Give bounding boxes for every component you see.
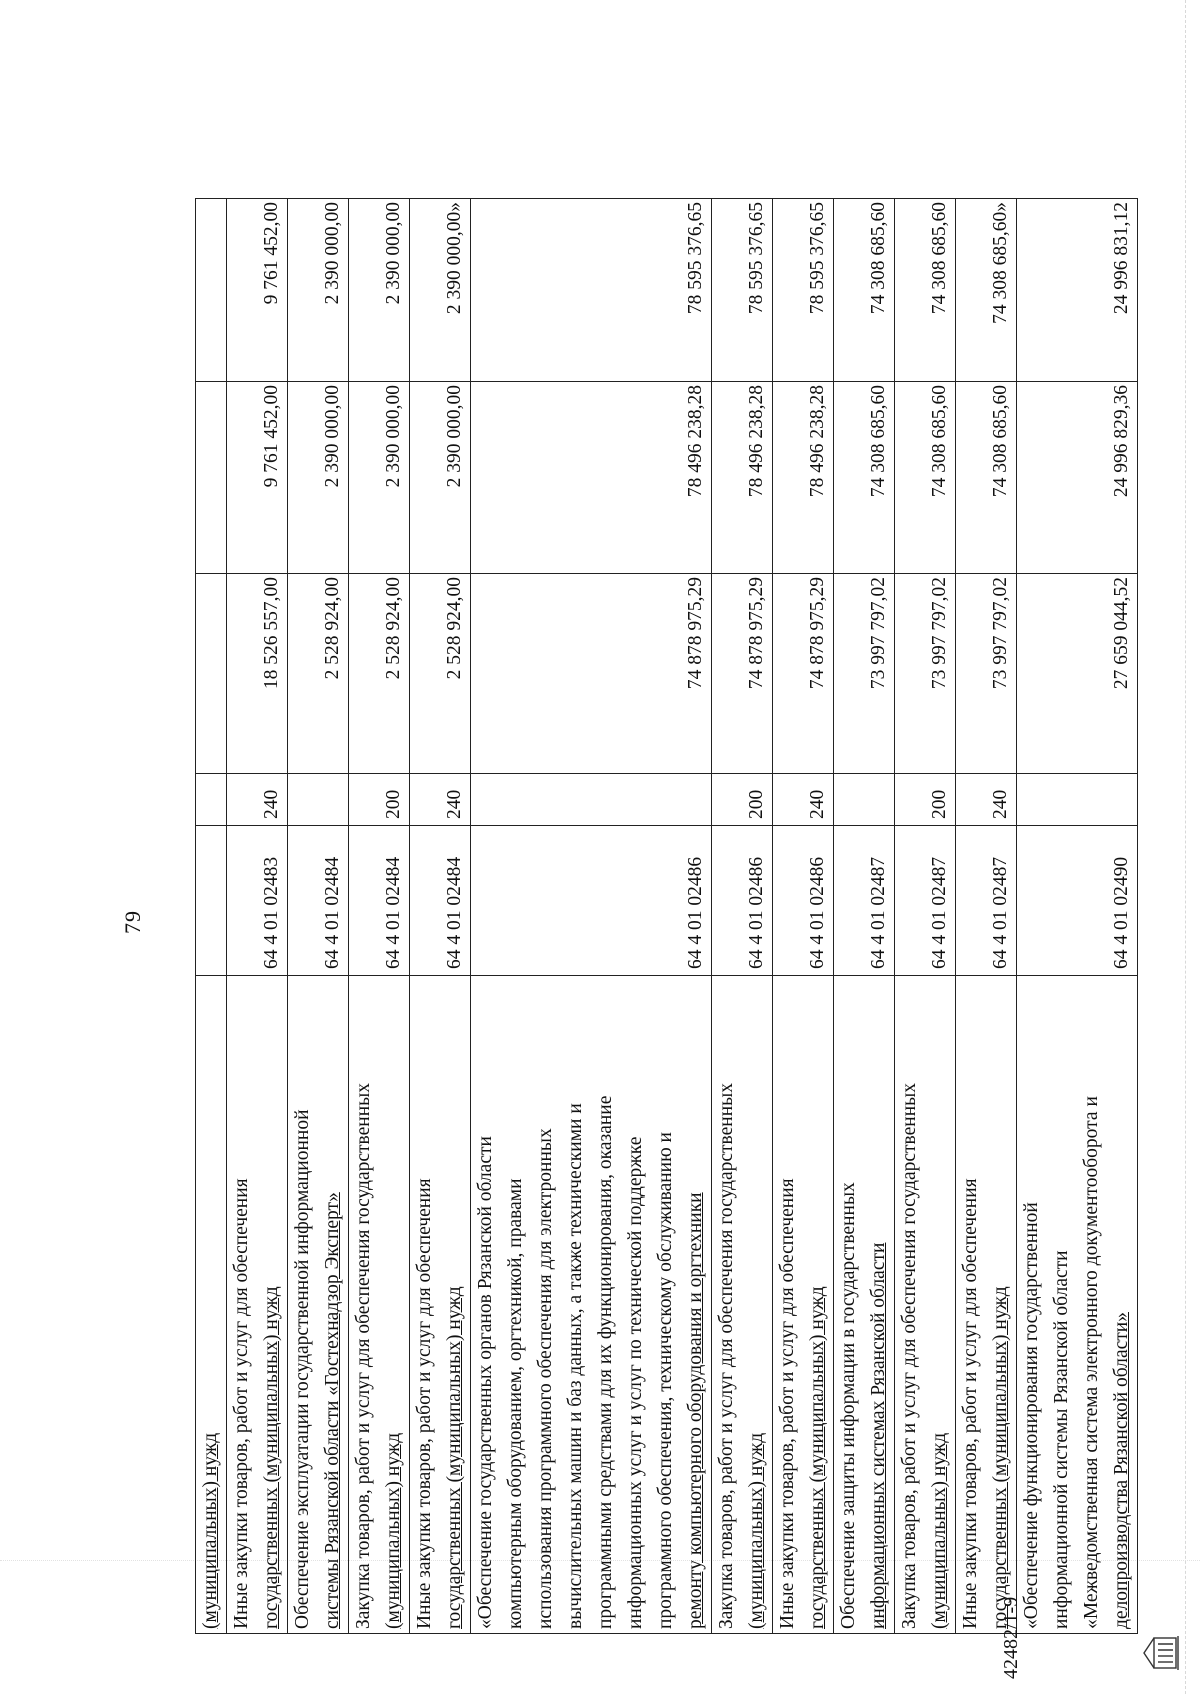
amount-year-3: 78 595 376,65 bbox=[471, 199, 712, 382]
description-line: (муниципальных) нужд bbox=[746, 1432, 767, 1629]
amount-year-3: 78 595 376,65 bbox=[712, 199, 773, 382]
description-line: государственных (муниципальных) нужд bbox=[261, 1286, 282, 1629]
target-article-code: 64 4 01 02486 bbox=[471, 826, 712, 976]
amount-year-1: 2 528 924,00 bbox=[349, 574, 410, 774]
description-line: программного обеспечения, техническому обслуживанию и bbox=[655, 1132, 676, 1629]
target-article-code: 64 4 01 02490 bbox=[1017, 826, 1138, 976]
target-article-code: 64 4 01 02483 bbox=[227, 826, 288, 976]
budget-table bbox=[195, 198, 1138, 1634]
table-row bbox=[196, 199, 227, 1634]
table-row bbox=[712, 199, 773, 1634]
description-line: Закупка товаров, работ и услуг для обеспечения государственных bbox=[353, 1082, 374, 1629]
expense-type-code bbox=[288, 774, 349, 826]
amount-year-1: 18 526 557,00 bbox=[227, 574, 288, 774]
amount-year-2: 74 308 685,60 bbox=[956, 382, 1017, 574]
description-line: государственных (муниципальных) нужд bbox=[444, 1286, 465, 1629]
table-row bbox=[1017, 199, 1138, 1634]
target-article-code: 64 4 01 02484 bbox=[410, 826, 471, 976]
amount-year-1: 74 878 975,29 bbox=[712, 574, 773, 774]
table-row bbox=[834, 199, 895, 1634]
description-line: государственных (муниципальных) нужд bbox=[990, 1286, 1011, 1629]
row-description bbox=[288, 976, 349, 1634]
description-line: вычислительных машин и баз данных, а также техническими и bbox=[565, 1103, 586, 1629]
expense-type-code: 240 bbox=[773, 774, 834, 826]
description-line: Иные закупки товаров, работ и услуг для обеспечения bbox=[414, 1178, 435, 1629]
amount-year-1: 74 878 975,29 bbox=[471, 574, 712, 774]
description-line: государственных (муниципальных) нужд bbox=[807, 1286, 828, 1629]
description-line: Иные закупки товаров, работ и услуг для обеспечения bbox=[777, 1178, 798, 1629]
amount-year-1: 2 528 924,00 bbox=[288, 574, 349, 774]
target-article-code: 64 4 01 02484 bbox=[288, 826, 349, 976]
amount-year-2: 24 996 829,36 bbox=[1017, 382, 1138, 574]
page-number: 79 bbox=[120, 910, 145, 934]
description-line: «Обеспечение функционирования государственной bbox=[1021, 1202, 1042, 1629]
row-description bbox=[349, 976, 410, 1634]
table-row bbox=[410, 199, 471, 1634]
description-line: «Обеспечение государственных органов Рязанской области bbox=[475, 1136, 496, 1629]
amount-year-1: 73 997 797,02 bbox=[895, 574, 956, 774]
amount-year-1: 73 997 797,02 bbox=[834, 574, 895, 774]
amount-year-2: 2 390 000,00 bbox=[349, 382, 410, 574]
row-description bbox=[196, 976, 227, 1634]
amount-year-3 bbox=[196, 199, 227, 382]
row-description bbox=[773, 976, 834, 1634]
amount-year-2: 9 761 452,00 bbox=[227, 382, 288, 574]
amount-year-1: 27 659 044,52 bbox=[1017, 574, 1138, 774]
expense-type-code: 240 bbox=[410, 774, 471, 826]
row-description bbox=[410, 976, 471, 1634]
row-description bbox=[471, 976, 712, 1634]
amount-year-3: 74 308 685,60 bbox=[895, 199, 956, 382]
description-line: Иные закупки товаров, работ и услуг для обеспечения bbox=[960, 1178, 981, 1629]
row-description bbox=[834, 976, 895, 1634]
description-line: «Межведомственная система электронного документооборота и bbox=[1081, 1096, 1102, 1629]
amount-year-1: 2 528 924,00 bbox=[410, 574, 471, 774]
document-code: 42482/1-9 bbox=[1000, 1596, 1022, 1679]
target-article-code: 64 4 01 02487 bbox=[895, 826, 956, 976]
description-line: Обеспечение эксплуатации государственной информационной bbox=[292, 1109, 313, 1629]
amount-year-2: 74 308 685,60 bbox=[834, 382, 895, 574]
row-description bbox=[956, 976, 1017, 1634]
amount-year-3: 74 308 685,60 bbox=[834, 199, 895, 382]
amount-year-1: 74 878 975,29 bbox=[773, 574, 834, 774]
description-line: компьютерным оборудованием, оргтехникой, правами bbox=[505, 1178, 526, 1629]
target-article-code: 64 4 01 02486 bbox=[712, 826, 773, 976]
description-line: программными средствами для их функционирования, оказание bbox=[595, 1095, 616, 1629]
expense-type-code: 240 bbox=[227, 774, 288, 826]
expense-type-code bbox=[196, 774, 227, 826]
table-row bbox=[773, 199, 834, 1634]
description-line: информационных услуг и услуг по технической поддержке bbox=[625, 1136, 646, 1629]
target-article-code: 64 4 01 02486 bbox=[773, 826, 834, 976]
amount-year-3: 2 390 000,00 bbox=[288, 199, 349, 382]
target-article-code bbox=[196, 826, 227, 976]
description-line: Закупка товаров, работ и услуг для обеспечения государственных bbox=[716, 1082, 737, 1629]
table-row bbox=[227, 199, 288, 1634]
amount-year-2: 2 390 000,00 bbox=[288, 382, 349, 574]
description-line: информационной системы Рязанской области bbox=[1051, 1250, 1072, 1629]
row-description bbox=[895, 976, 956, 1634]
table-row bbox=[349, 199, 410, 1634]
row-description bbox=[227, 976, 288, 1634]
amount-year-1 bbox=[196, 574, 227, 774]
table-row bbox=[895, 199, 956, 1634]
amount-year-2: 2 390 000,00 bbox=[410, 382, 471, 574]
target-article-code: 64 4 01 02484 bbox=[349, 826, 410, 976]
description-line: (муниципальных) нужд bbox=[200, 1432, 221, 1629]
table-row bbox=[956, 199, 1017, 1634]
expense-type-code: 200 bbox=[712, 774, 773, 826]
amount-year-3: 74 308 685,60» bbox=[956, 199, 1017, 382]
amount-year-3: 24 996 831,12 bbox=[1017, 199, 1138, 382]
description-line: Иные закупки товаров, работ и услуг для обеспечения bbox=[231, 1178, 252, 1629]
description-line: ремонту компьютерного оборудования и оргтехники bbox=[685, 1192, 706, 1629]
target-article-code: 64 4 01 02487 bbox=[956, 826, 1017, 976]
description-line: Закупка товаров, работ и услуг для обеспечения государственных bbox=[899, 1082, 920, 1629]
rotated-page bbox=[0, 154, 1200, 1694]
amount-year-2: 78 496 238,28 bbox=[773, 382, 834, 574]
description-line: (муниципальных) нужд bbox=[929, 1432, 950, 1629]
amount-year-2: 78 496 238,28 bbox=[712, 382, 773, 574]
description-line: системы Рязанской области «Гостехнадзор Эксперт» bbox=[322, 1192, 343, 1629]
row-description bbox=[1017, 976, 1138, 1634]
expense-type-code: 200 bbox=[349, 774, 410, 826]
description-line: информационных системах Рязанской области bbox=[868, 1242, 889, 1629]
description-line: Обеспечение защиты информации в государственных bbox=[838, 1182, 859, 1629]
amount-year-2 bbox=[196, 382, 227, 574]
table-row bbox=[288, 199, 349, 1634]
amount-year-3: 2 390 000,00» bbox=[410, 199, 471, 382]
amount-year-2: 74 308 685,60 bbox=[895, 382, 956, 574]
seal-icon bbox=[1140, 1632, 1182, 1674]
description-line: (муниципальных) нужд bbox=[383, 1432, 404, 1629]
amount-year-2: 78 496 238,28 bbox=[471, 382, 712, 574]
target-article-code: 64 4 01 02487 bbox=[834, 826, 895, 976]
amount-year-3: 78 595 376,65 bbox=[773, 199, 834, 382]
description-line: делопроизводства Рязанской области» bbox=[1111, 1312, 1132, 1629]
expense-type-code bbox=[834, 774, 895, 826]
description-line: использования программного обеспечения для электронных bbox=[535, 1128, 556, 1629]
expense-type-code: 240 bbox=[956, 774, 1017, 826]
amount-year-3: 2 390 000,00 bbox=[349, 199, 410, 382]
expense-type-code: 200 bbox=[895, 774, 956, 826]
expense-type-code bbox=[471, 774, 712, 826]
amount-year-1: 73 997 797,02 bbox=[956, 574, 1017, 774]
amount-year-3: 9 761 452,00 bbox=[227, 199, 288, 382]
row-description bbox=[712, 976, 773, 1634]
expense-type-code bbox=[1017, 774, 1138, 826]
table-row bbox=[471, 199, 712, 1634]
